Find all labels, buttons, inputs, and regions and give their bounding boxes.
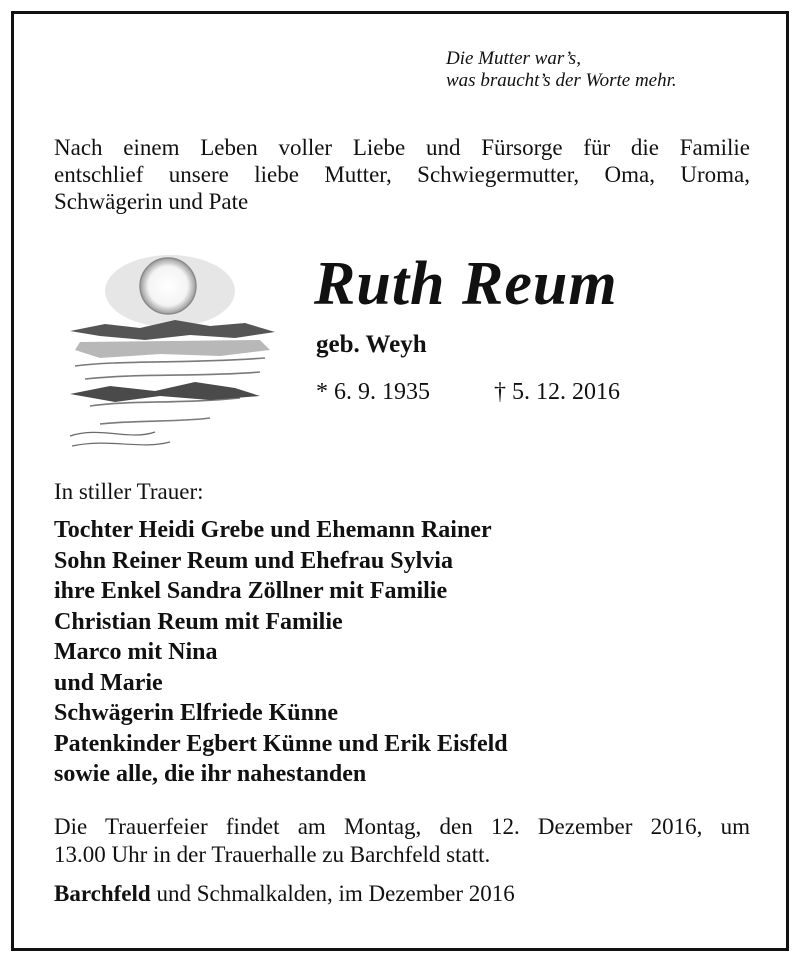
ceremony-info	[54, 813, 750, 869]
life-dates	[316, 378, 620, 406]
mourner-entry: Christian Reum mit Familie	[54, 608, 343, 635]
motto-line: was braucht’s der Worte mehr.	[446, 70, 677, 91]
motto-line: Die Mutter war’s,	[446, 48, 581, 69]
mourner-entry: Marco mit Nina	[54, 639, 218, 665]
sun-over-sea-illustration	[60, 246, 290, 456]
mourner-entry: Sohn Reiner Reum und Ehefrau Sylvia	[54, 547, 453, 574]
water-band	[75, 340, 270, 358]
sun-shape	[140, 258, 196, 314]
intro-line: Schwägerin und Pate	[54, 189, 249, 214]
motto	[446, 48, 776, 92]
death-date: † 5. 12. 2016	[494, 379, 620, 405]
mourner-entry: Schwägerin Elfriede Künne	[54, 700, 339, 726]
mourners-list	[54, 515, 508, 790]
birth-date: * 6. 9. 1935	[316, 379, 430, 405]
ceremony-line: Die Trauerfeier findet am Montag, den 12. Dezember 2016, um	[54, 814, 750, 839]
intro-line: entschlief unsere liebe Mutter, Schwiegermutter, Oma, Uroma,	[54, 162, 750, 187]
mourner-entry: Tochter Heidi Grebe und Ehemann Rainer	[54, 517, 492, 543]
mourner-entry: ihre Enkel Sandra Zöllner mit Familie	[54, 578, 448, 604]
place-rest: und Schmalkalden, im Dezember 2016	[150, 881, 515, 906]
place-and-date	[54, 880, 515, 908]
place-town: Barchfeld	[54, 881, 151, 906]
mourner-entry: sowie alle, die ihr nahestanden	[54, 761, 367, 787]
mourning-intro: In stiller Trauer:	[54, 479, 204, 504]
ceremony-line: 13.00 Uhr in der Trauerhalle zu Barchfeld statt.	[54, 842, 491, 867]
mourner-entry: Patenkinder Egbert Künne und Erik Eisfeld	[54, 730, 508, 757]
shore-strokes	[70, 432, 170, 446]
deceased-name: Ruth Reum	[314, 250, 618, 318]
mourner-entry: und Marie	[54, 669, 163, 696]
birth-name: geb. Weyh	[316, 331, 427, 358]
intro-line: Nach einem Leben voller Liebe und Fürsorge für die Familie	[54, 135, 750, 160]
intro-text	[54, 134, 750, 215]
hills-upper	[70, 320, 275, 340]
